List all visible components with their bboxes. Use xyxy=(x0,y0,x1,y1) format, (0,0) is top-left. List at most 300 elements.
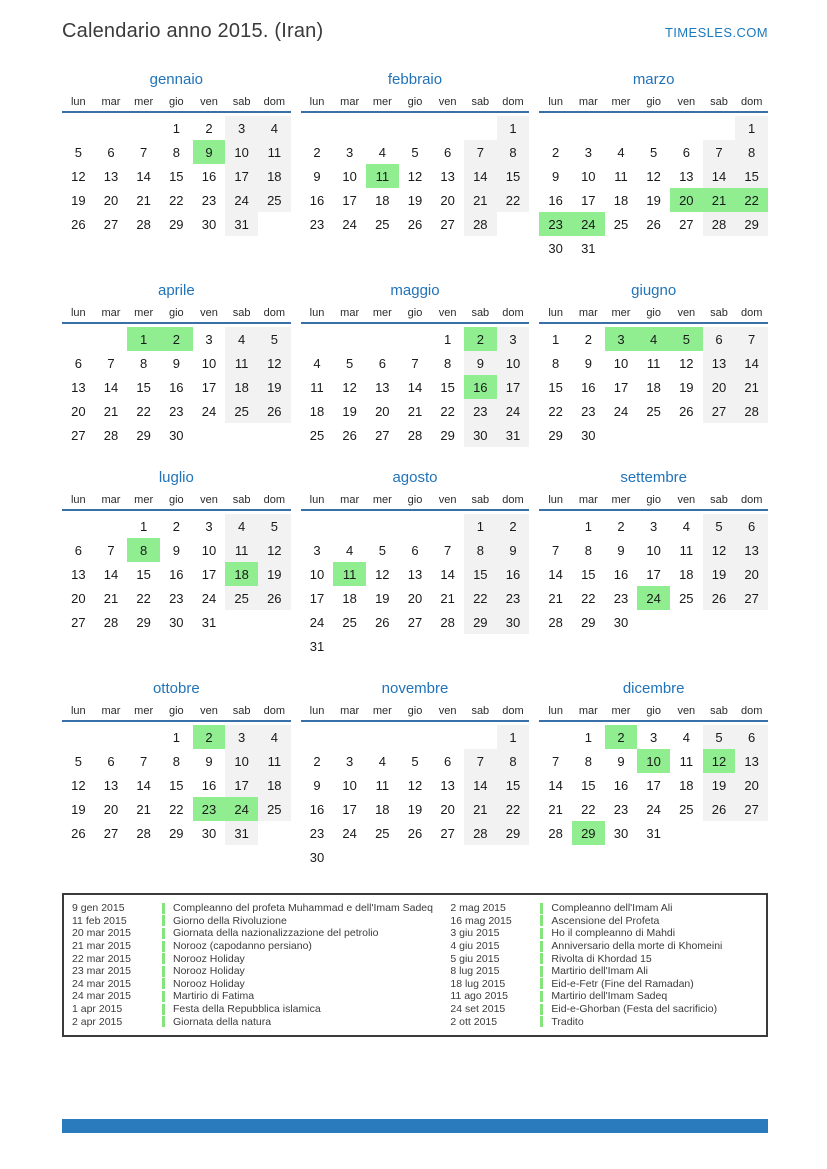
day-cell: 12 xyxy=(258,351,291,375)
day-cell: 23 xyxy=(613,590,629,606)
day-cell: 30 xyxy=(497,610,530,634)
legend-date: 24 mar 2015 xyxy=(72,977,131,990)
day-cell: 27 xyxy=(440,216,455,232)
empty-cell xyxy=(95,725,128,749)
day-cell: 23 xyxy=(309,825,325,841)
day-cell: 3 xyxy=(497,327,530,351)
day-cell: 4 xyxy=(682,518,690,534)
empty-cell xyxy=(258,212,291,236)
day-cell: 31 xyxy=(497,423,530,447)
month-title: maggio xyxy=(390,282,440,299)
month-calendar xyxy=(539,71,768,260)
day-cell: 6 xyxy=(378,355,386,371)
empty-cell xyxy=(539,725,572,749)
day-cell: 9 xyxy=(193,140,226,164)
month-title: novembre xyxy=(381,680,449,697)
weekday-label: sab xyxy=(471,705,490,717)
day-cell: 23 xyxy=(169,403,184,419)
day-cell: 4 xyxy=(378,753,386,769)
weekday-label: lun xyxy=(548,494,563,506)
weekday-label: ven xyxy=(677,494,696,506)
legend-date: 2 mag 2015 xyxy=(450,902,506,915)
day-cell: 5 xyxy=(258,327,291,351)
empty-cell xyxy=(366,514,399,538)
day-cell: 17 xyxy=(613,379,629,395)
day-cell: 22 xyxy=(548,403,563,419)
day-cell: 23 xyxy=(581,403,596,419)
legend-row xyxy=(450,965,758,978)
day-cell: 19 xyxy=(258,562,291,586)
holiday-marker-icon xyxy=(540,915,543,926)
weekday-header xyxy=(62,96,291,113)
day-cell: 11 xyxy=(375,777,390,793)
month-calendar xyxy=(539,680,768,845)
day-cell: 20 xyxy=(670,188,703,212)
day-cell: 23 xyxy=(613,801,629,817)
day-cell: 12 xyxy=(646,168,661,184)
weekday-label: dom xyxy=(502,494,524,506)
legend-date: 8 lug 2015 xyxy=(450,965,500,978)
day-cell: 29 xyxy=(136,427,151,443)
legend-date: 18 lug 2015 xyxy=(450,977,506,990)
day-cell: 18 xyxy=(375,192,390,208)
empty-cell xyxy=(258,821,291,845)
day-cell: 9 xyxy=(172,355,180,371)
day-cell: 11 xyxy=(646,355,661,371)
holiday-marker-icon xyxy=(540,1016,543,1027)
day-cell: 7 xyxy=(552,542,560,558)
day-cell: 13 xyxy=(71,566,86,582)
day-cell: 21 xyxy=(136,192,151,208)
day-cell: 25 xyxy=(679,590,694,606)
day-cell: 12 xyxy=(375,566,390,582)
day-cell: 26 xyxy=(342,427,357,443)
weekday-label: ven xyxy=(200,307,218,319)
day-cell: 15 xyxy=(548,379,563,395)
day-cell: 15 xyxy=(497,164,530,188)
month-calendar xyxy=(62,680,291,845)
legend-holiday-name: Martirio dell'Imam Ali xyxy=(551,965,648,978)
day-cell: 21 xyxy=(548,801,563,817)
weekday-label: lun xyxy=(309,705,325,717)
day-cell: 27 xyxy=(71,427,86,443)
day-cell: 17 xyxy=(225,164,258,188)
day-cell: 16 xyxy=(497,562,530,586)
day-cell: 8 xyxy=(735,140,768,164)
empty-cell xyxy=(366,725,399,749)
weekday-label: gio xyxy=(168,96,184,108)
day-cell: 12 xyxy=(71,777,86,793)
month-title: ottobre xyxy=(152,680,200,697)
weekday-label: lun xyxy=(548,307,563,319)
weekday-label: gio xyxy=(168,494,184,506)
day-cell: 3 xyxy=(584,144,592,160)
day-cell: 11 xyxy=(258,749,291,773)
day-cell: 22 xyxy=(581,801,596,817)
holiday-marker-icon xyxy=(162,1004,165,1015)
day-cell: 25 xyxy=(613,216,629,232)
day-cell: 26 xyxy=(703,797,736,821)
month-calendar xyxy=(62,71,291,236)
weekday-label: mer xyxy=(611,307,631,319)
day-cell: 15 xyxy=(136,566,151,582)
day-cell: 27 xyxy=(375,427,390,443)
day-cell: 8 xyxy=(497,749,530,773)
day-cell: 26 xyxy=(71,216,86,232)
weekday-label: lun xyxy=(70,705,86,717)
day-cell: 28 xyxy=(103,427,119,443)
day-cell: 12 xyxy=(258,538,291,562)
day-cell: 5 xyxy=(378,542,386,558)
day-cell: 25 xyxy=(646,403,661,419)
months-grid xyxy=(62,71,768,869)
day-cell: 18 xyxy=(258,773,291,797)
day-cell: 16 xyxy=(169,566,184,582)
day-cell: 4 xyxy=(258,725,291,749)
legend-row xyxy=(450,952,758,965)
weekday-label: mar xyxy=(101,494,121,506)
day-cell: 18 xyxy=(309,403,325,419)
weekday-label: ven xyxy=(200,96,218,108)
empty-cell xyxy=(366,845,399,869)
day-cell: 21 xyxy=(548,590,563,606)
day-cell: 20 xyxy=(375,403,390,419)
day-cell: 30 xyxy=(613,825,629,841)
empty-cell xyxy=(735,821,768,845)
day-cell: 7 xyxy=(107,542,115,558)
day-cell: 12 xyxy=(703,538,736,562)
legend-row xyxy=(72,1003,450,1016)
day-cell: 14 xyxy=(136,777,151,793)
empty-cell xyxy=(431,845,464,869)
day-cell: 12 xyxy=(407,168,423,184)
day-cell: 1 xyxy=(584,518,592,534)
day-cell: 1 xyxy=(444,331,452,347)
day-cell: 4 xyxy=(346,542,354,558)
empty-cell xyxy=(670,236,703,260)
day-cell: 30 xyxy=(201,825,217,841)
day-cell: 5 xyxy=(74,753,82,769)
day-cell: 30 xyxy=(169,614,184,630)
legend-row xyxy=(450,927,758,940)
day-cell: 11 xyxy=(333,562,366,586)
day-cell: 18 xyxy=(225,562,258,586)
month-calendar xyxy=(62,469,291,634)
weekday-label: gio xyxy=(646,307,661,319)
legend-holiday-name: Compleanno dell'Imam Ali xyxy=(551,902,673,915)
legend-row xyxy=(72,952,450,965)
month-calendar xyxy=(301,71,530,236)
day-cell: 27 xyxy=(103,216,119,232)
legend-row xyxy=(450,1015,758,1028)
day-cell: 20 xyxy=(71,590,86,606)
month-title: giugno xyxy=(631,282,677,299)
day-cell: 31 xyxy=(225,821,258,845)
day-cell: 27 xyxy=(440,825,455,841)
day-cell: 16 xyxy=(464,375,497,399)
month-title: agosto xyxy=(392,469,438,486)
day-cell: 14 xyxy=(548,566,563,582)
day-cell: 4 xyxy=(637,327,670,351)
day-cell: 22 xyxy=(136,590,151,606)
day-cell: 7 xyxy=(411,355,419,371)
day-cell: 3 xyxy=(225,725,258,749)
holiday-marker-icon xyxy=(162,966,165,977)
legend-date: 24 set 2015 xyxy=(450,1003,506,1016)
day-cell: 29 xyxy=(548,427,563,443)
day-cell: 5 xyxy=(703,514,736,538)
weekday-label: mar xyxy=(101,307,121,319)
day-cell: 31 xyxy=(309,638,325,654)
day-cell: 19 xyxy=(258,375,291,399)
day-cell: 23 xyxy=(539,212,572,236)
day-cell: 24 xyxy=(225,188,258,212)
day-cell: 6 xyxy=(444,144,452,160)
holiday-marker-icon xyxy=(540,941,543,952)
day-cell: 7 xyxy=(464,749,497,773)
month-days xyxy=(301,116,530,236)
day-cell: 30 xyxy=(613,614,629,630)
weekday-label: gio xyxy=(407,705,423,717)
day-cell: 25 xyxy=(309,427,325,443)
day-cell: 3 xyxy=(225,116,258,140)
day-cell: 24 xyxy=(201,590,217,606)
day-cell: 2 xyxy=(172,518,180,534)
day-cell: 5 xyxy=(650,144,658,160)
day-cell: 4 xyxy=(258,116,291,140)
brand-link[interactable]: TIMESLES.COM xyxy=(664,25,768,40)
day-cell: 22 xyxy=(581,590,596,606)
day-cell: 24 xyxy=(309,614,325,630)
day-cell: 13 xyxy=(735,538,768,562)
weekday-label: gio xyxy=(646,705,661,717)
day-cell: 27 xyxy=(735,586,768,610)
day-cell: 30 xyxy=(309,849,325,865)
legend-holiday-name: Eid-e-Ghorban (Festa del sacrificio) xyxy=(551,1003,718,1016)
day-cell: 3 xyxy=(605,327,638,351)
day-cell: 21 xyxy=(407,403,423,419)
weekday-header xyxy=(62,494,291,511)
day-cell: 8 xyxy=(464,538,497,562)
day-cell: 21 xyxy=(464,797,497,821)
day-cell: 25 xyxy=(679,801,694,817)
day-cell: 7 xyxy=(735,327,768,351)
day-cell: 19 xyxy=(71,192,86,208)
day-cell: 24 xyxy=(572,212,605,236)
day-cell: 29 xyxy=(735,212,768,236)
weekday-label: sab xyxy=(710,705,728,717)
weekday-label: mer xyxy=(134,96,154,108)
weekday-label: lun xyxy=(70,96,86,108)
legend-holiday-name: Anniversario della morte di Khomeini xyxy=(551,940,723,953)
day-cell: 18 xyxy=(679,566,694,582)
legend-holiday-name: Compleanno del profeta Muhammad e dell'Imam Sadeq xyxy=(173,902,433,915)
weekday-label: ven xyxy=(677,705,696,717)
day-cell: 25 xyxy=(375,216,390,232)
day-cell: 4 xyxy=(225,514,258,538)
day-cell: 9 xyxy=(497,538,530,562)
month-days xyxy=(62,327,291,447)
weekday-label: sab xyxy=(471,307,490,319)
holiday-marker-icon xyxy=(540,1004,543,1015)
day-cell: 14 xyxy=(735,351,768,375)
empty-cell xyxy=(333,634,366,658)
day-cell: 29 xyxy=(464,610,497,634)
weekday-header xyxy=(539,705,768,722)
day-cell: 15 xyxy=(581,777,596,793)
month-title: gennaio xyxy=(149,71,204,88)
day-cell: 29 xyxy=(581,614,596,630)
month-calendar xyxy=(539,282,768,447)
day-cell: 20 xyxy=(71,403,86,419)
day-cell: 10 xyxy=(342,168,357,184)
day-cell: 28 xyxy=(136,216,151,232)
empty-cell xyxy=(670,821,703,845)
day-cell: 17 xyxy=(342,192,357,208)
day-cell: 3 xyxy=(205,518,213,534)
month-title: marzo xyxy=(632,71,675,88)
legend-column-right xyxy=(450,902,758,1028)
empty-cell xyxy=(431,725,464,749)
weekday-label: sab xyxy=(710,494,728,506)
page-title: Calendario anno 2015. (Iran) xyxy=(62,20,324,42)
empty-cell xyxy=(333,327,366,351)
day-cell: 10 xyxy=(646,542,661,558)
day-cell: 25 xyxy=(258,797,291,821)
weekday-header xyxy=(301,494,530,511)
legend-row xyxy=(450,990,758,1003)
day-cell: 8 xyxy=(444,355,452,371)
empty-cell xyxy=(735,610,768,634)
day-cell: 19 xyxy=(703,562,736,586)
weekday-label: mer xyxy=(372,307,392,319)
empty-cell xyxy=(258,610,291,634)
day-cell: 10 xyxy=(497,351,530,375)
holiday-marker-icon xyxy=(162,1016,165,1027)
day-cell: 7 xyxy=(464,140,497,164)
empty-cell xyxy=(605,423,638,447)
holiday-marker-icon xyxy=(162,978,165,989)
day-cell: 21 xyxy=(735,375,768,399)
day-cell: 23 xyxy=(201,192,217,208)
weekday-label: mer xyxy=(611,705,631,717)
day-cell: 3 xyxy=(313,542,321,558)
day-cell: 11 xyxy=(310,379,324,395)
day-cell: 11 xyxy=(258,140,291,164)
day-cell: 27 xyxy=(735,797,768,821)
holiday-marker-icon xyxy=(540,903,543,914)
day-cell: 18 xyxy=(646,379,661,395)
empty-cell xyxy=(333,845,366,869)
day-cell: 29 xyxy=(136,614,151,630)
day-cell: 24 xyxy=(646,801,661,817)
legend-date: 11 feb 2015 xyxy=(72,914,127,927)
day-cell: 2 xyxy=(205,120,213,136)
month-title: febbraio xyxy=(387,71,443,88)
day-cell: 24 xyxy=(342,825,357,841)
day-cell: 15 xyxy=(169,777,184,793)
day-cell: 19 xyxy=(71,801,86,817)
day-cell: 8 xyxy=(584,753,592,769)
legend-row xyxy=(450,978,758,991)
day-cell: 2 xyxy=(605,725,638,749)
legend-row xyxy=(72,990,450,1003)
day-cell: 9 xyxy=(313,168,321,184)
weekday-label: sab xyxy=(232,494,251,506)
day-cell: 5 xyxy=(258,514,291,538)
legend-holiday-name: Giornata della nazionalizzazione del petrolio xyxy=(173,927,379,940)
holiday-legend xyxy=(62,893,768,1037)
day-cell: 13 xyxy=(71,379,86,395)
day-cell: 13 xyxy=(703,351,736,375)
day-cell: 24 xyxy=(225,797,258,821)
day-cell: 27 xyxy=(679,216,694,232)
day-cell: 6 xyxy=(107,753,115,769)
day-cell: 16 xyxy=(201,777,217,793)
legend-column-left xyxy=(72,902,450,1028)
weekday-label: dom xyxy=(740,705,763,717)
day-cell: 2 xyxy=(552,144,560,160)
empty-cell xyxy=(703,610,736,634)
day-cell: 8 xyxy=(584,542,592,558)
day-cell: 22 xyxy=(136,403,151,419)
day-cell: 23 xyxy=(497,586,530,610)
weekday-label: dom xyxy=(502,96,524,108)
empty-cell xyxy=(333,514,366,538)
legend-row xyxy=(450,940,758,953)
day-cell: 10 xyxy=(225,140,258,164)
month-days xyxy=(62,514,291,634)
day-cell: 9 xyxy=(617,753,625,769)
day-cell: 26 xyxy=(679,403,694,419)
day-cell: 16 xyxy=(169,379,184,395)
day-cell: 4 xyxy=(225,327,258,351)
day-cell: 2 xyxy=(313,753,321,769)
day-cell: 27 xyxy=(407,614,423,630)
day-cell: 25 xyxy=(375,825,390,841)
empty-cell xyxy=(399,634,432,658)
day-cell: 31 xyxy=(201,614,217,630)
day-cell: 25 xyxy=(258,188,291,212)
day-cell: 7 xyxy=(552,753,560,769)
legend-date: 22 mar 2015 xyxy=(72,952,131,965)
day-cell: 24 xyxy=(201,403,217,419)
empty-cell xyxy=(464,634,497,658)
empty-cell xyxy=(62,514,95,538)
weekday-label: sab xyxy=(232,307,251,319)
empty-cell xyxy=(399,514,432,538)
weekday-label: lun xyxy=(309,307,325,319)
weekday-label: lun xyxy=(548,96,563,108)
legend-date: 23 mar 2015 xyxy=(72,965,131,978)
month-title: luglio xyxy=(158,469,194,486)
empty-cell xyxy=(637,610,670,634)
weekday-label: mer xyxy=(134,494,154,506)
day-cell: 5 xyxy=(703,725,736,749)
day-cell: 26 xyxy=(646,216,661,232)
day-cell: 30 xyxy=(201,216,217,232)
legend-holiday-name: Ho il compleanno di Mahdi xyxy=(551,927,676,940)
day-cell: 17 xyxy=(646,777,661,793)
weekday-label: ven xyxy=(438,494,457,506)
day-cell: 13 xyxy=(375,379,390,395)
day-cell: 18 xyxy=(225,375,258,399)
month-days xyxy=(62,116,291,236)
empty-cell xyxy=(670,610,703,634)
day-cell: 4 xyxy=(313,355,321,371)
empty-cell xyxy=(258,423,291,447)
empty-cell xyxy=(431,116,464,140)
